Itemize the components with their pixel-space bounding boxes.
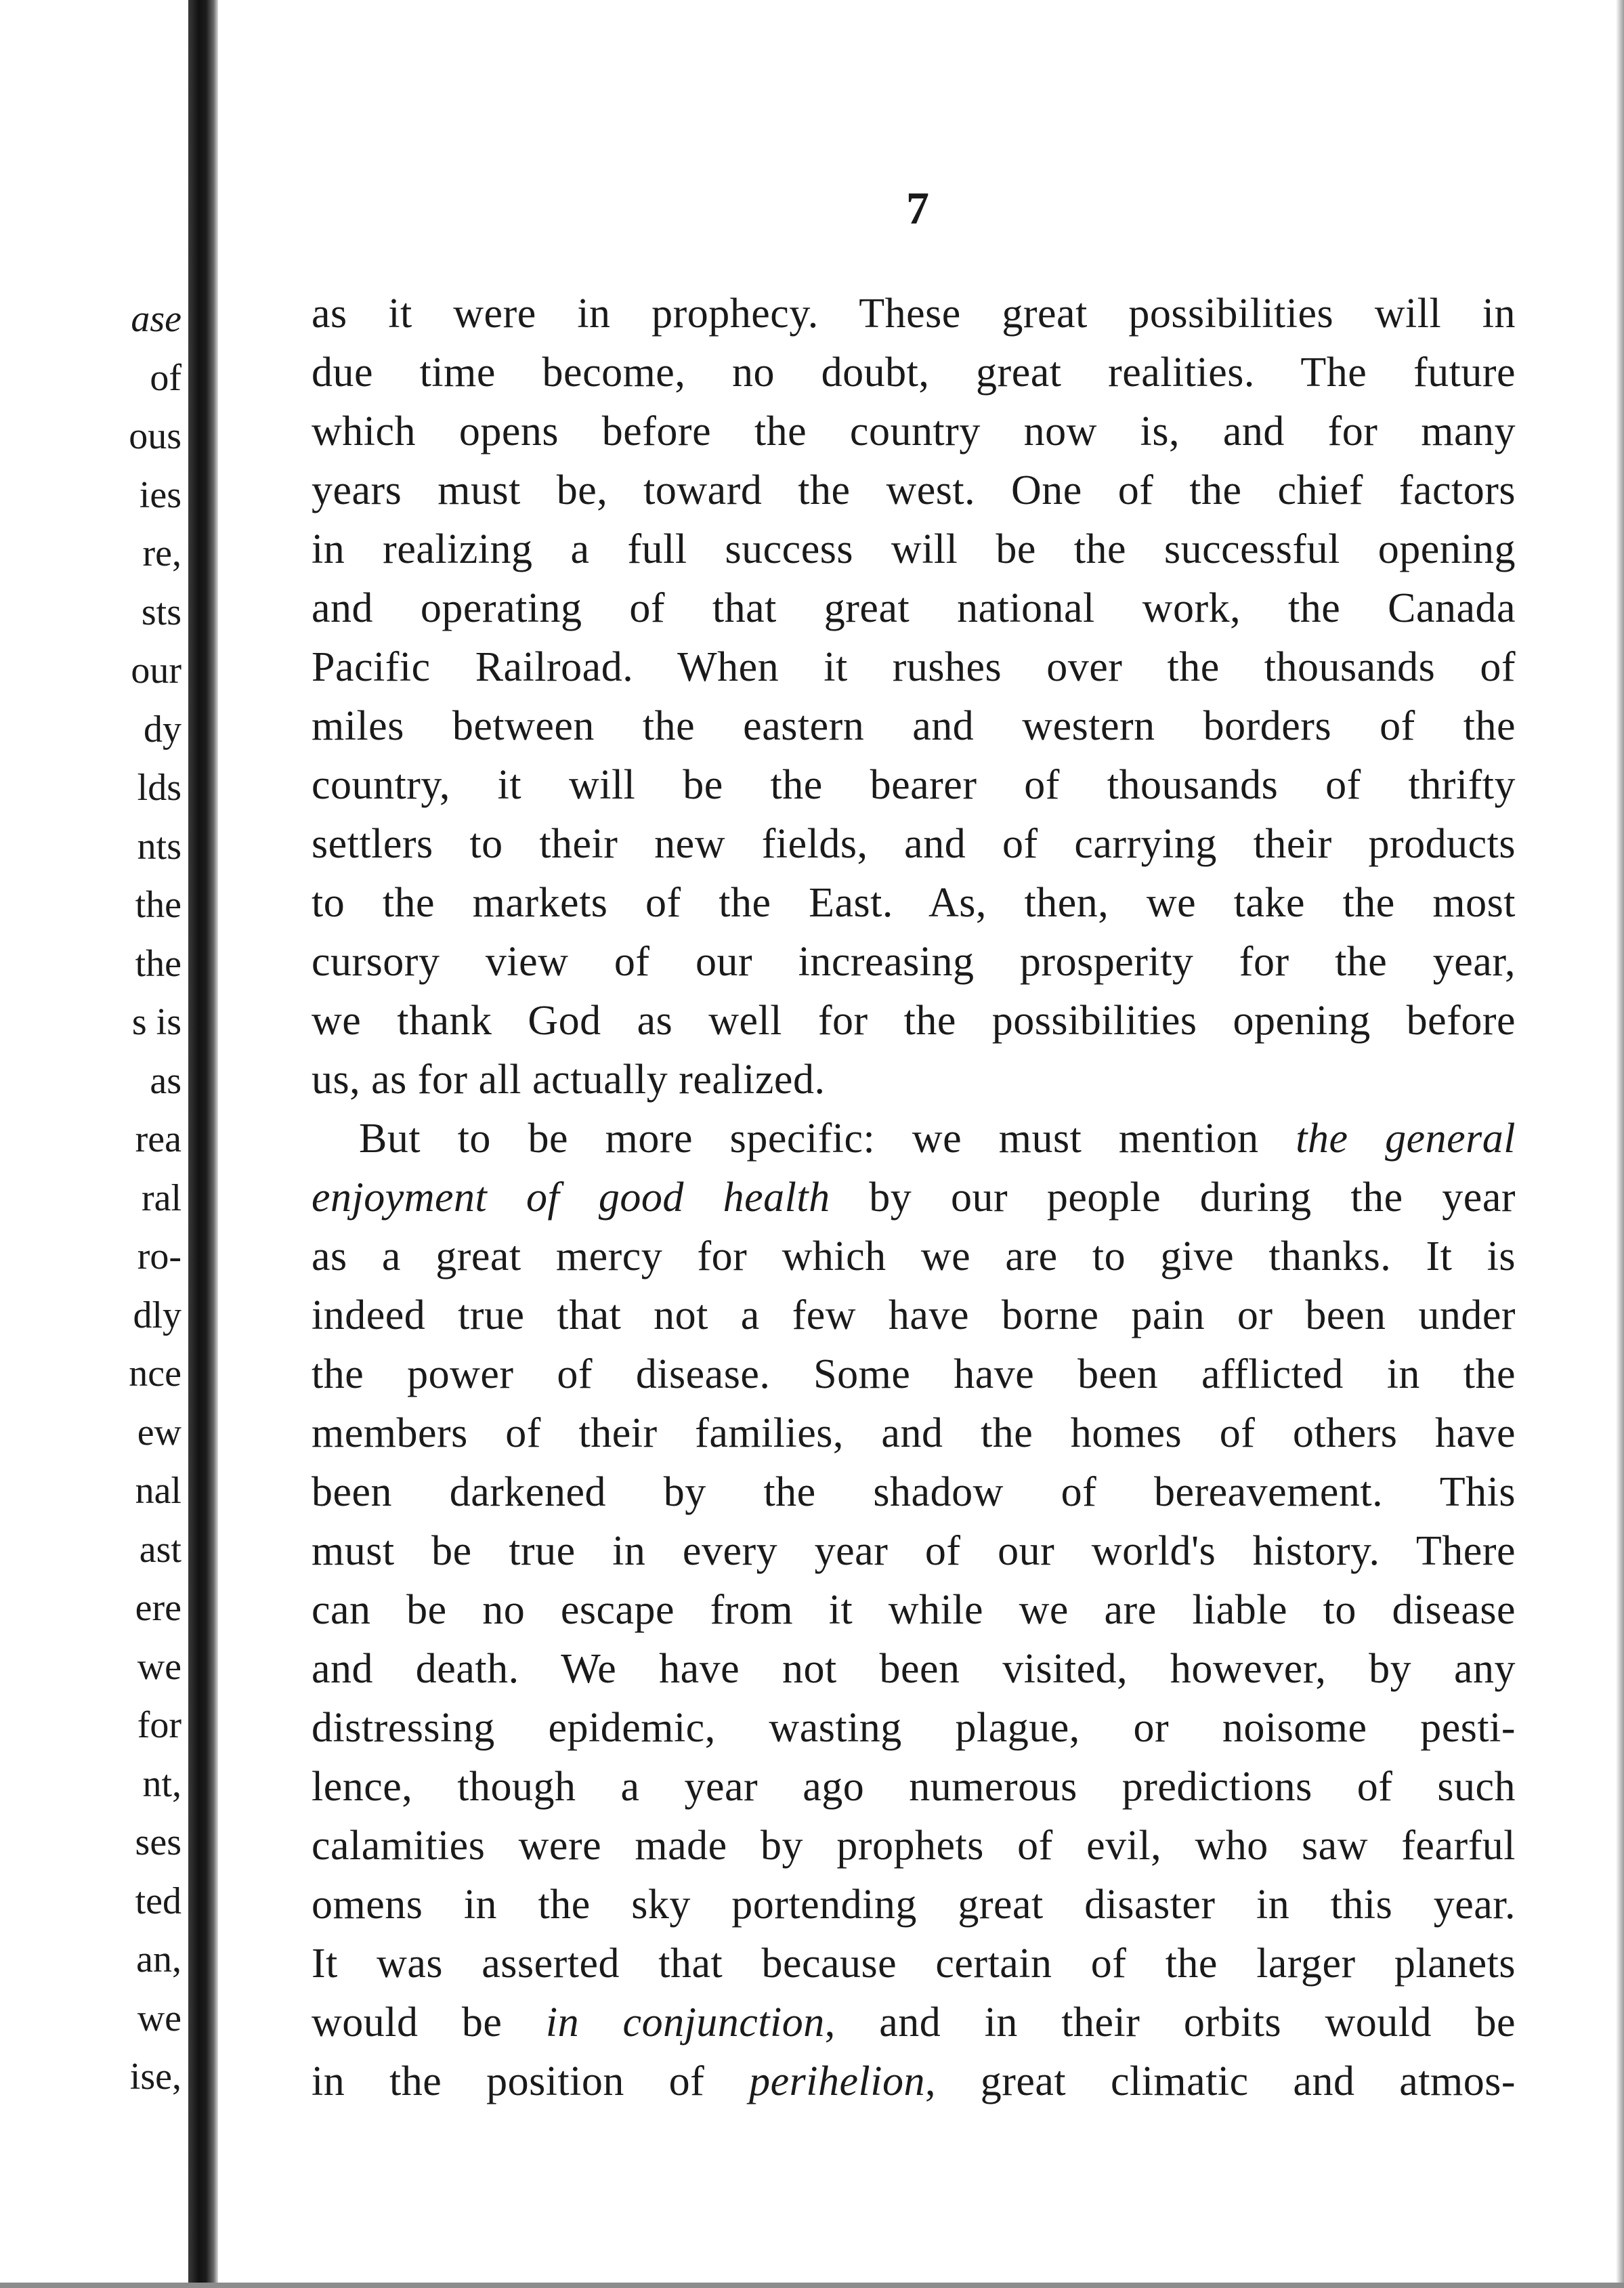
left-fragment: our bbox=[131, 650, 181, 692]
text-line: country, it will be the bearer of thousands of thrifty bbox=[312, 762, 1516, 808]
text-line: lence, though a year ago numerous predictions of such bbox=[312, 1764, 1516, 1810]
text-line: in realizing a full success will be the successful opening bbox=[312, 526, 1516, 572]
left-fragment: re, bbox=[142, 532, 181, 574]
text-line: It was asserted that because certain of the larger planets bbox=[312, 1941, 1516, 1987]
left-fragment: nt, bbox=[142, 1762, 181, 1805]
text-line: miles between the eastern and western borders of the bbox=[312, 703, 1516, 749]
left-fragment: rea bbox=[135, 1118, 181, 1160]
left-fragment: nce bbox=[129, 1353, 181, 1395]
left-fragment: as bbox=[150, 1059, 181, 1102]
left-fragment: ase bbox=[131, 298, 181, 340]
text-line: Pacific Railroad. When it rushes over the thousands of bbox=[312, 644, 1516, 690]
text-line: due time become, no doubt, great realities. The future bbox=[312, 349, 1516, 396]
left-fragment: ous bbox=[129, 415, 181, 457]
left-fragment: ew bbox=[137, 1411, 181, 1454]
book-gutter-shadow bbox=[188, 0, 218, 2288]
left-fragment: dy bbox=[144, 708, 181, 750]
italic-text-span: perihelion bbox=[749, 2058, 925, 2104]
text-line: and death. We have not been visited, however, by any bbox=[312, 1646, 1516, 1692]
text-span: would be bbox=[312, 1999, 546, 2046]
left-fragment: sts bbox=[141, 591, 181, 633]
text-line: the power of disease. Some have been afflicted in the bbox=[312, 1351, 1516, 1397]
page-body-text bbox=[312, 284, 1516, 2111]
page-edge-shadow bbox=[1616, 0, 1624, 2288]
text-line: years must be, toward the west. One of the chief factors bbox=[312, 467, 1516, 513]
text-line: cursory view of our increasing prosperity for the year, bbox=[312, 939, 1516, 985]
left-fragment: of bbox=[150, 356, 181, 399]
left-fragment: ted bbox=[135, 1880, 181, 1922]
text-line: as a great mercy for which we are to give thanks. It is bbox=[312, 1233, 1516, 1279]
left-fragment: ro- bbox=[137, 1235, 181, 1277]
text-line: must be true in every year of our world's history. There bbox=[312, 1528, 1516, 1574]
text-line bbox=[312, 1109, 1516, 1168]
text-line: can be no escape from it while we are liable to disease bbox=[312, 1587, 1516, 1633]
text-span: But to be more specific: we must mention bbox=[359, 1116, 1296, 1162]
italic-text-span: in conjunction bbox=[545, 1999, 825, 2046]
text-line bbox=[312, 1993, 1516, 2052]
text-line bbox=[312, 2052, 1516, 2111]
text-line: been darkened by the shadow of bereavement. This bbox=[312, 1469, 1516, 1515]
text-line: indeed true that not a few have borne pain or been under bbox=[312, 1292, 1516, 1338]
text-span: by our people during the year bbox=[830, 1174, 1516, 1221]
left-fragment: ast bbox=[139, 1528, 181, 1571]
left-fragment: nts bbox=[137, 825, 181, 868]
left-fragment: the bbox=[135, 942, 181, 985]
text-line: calamities were made by prophets of evil, who saw fearful bbox=[312, 1823, 1516, 1869]
left-fragment: ere bbox=[135, 1587, 181, 1629]
text-line: to the markets of the East. As, then, we take the most bbox=[312, 880, 1516, 926]
page-number: 7 bbox=[906, 182, 929, 234]
text-line: us, as for all actually realized. bbox=[312, 1057, 826, 1103]
left-fragment: the bbox=[135, 884, 181, 926]
left-fragment: we bbox=[137, 1645, 181, 1688]
italic-text-span: the general bbox=[1296, 1116, 1516, 1162]
text-span: in the position of bbox=[312, 2058, 750, 2104]
text-line: which opens before the country now is, and for many bbox=[312, 408, 1516, 454]
text-line: omens in the sky portending great disaster in this year. bbox=[312, 1882, 1516, 1928]
text-line: we thank God as well for the possibilities opening before bbox=[312, 998, 1516, 1044]
left-fragment: ise, bbox=[129, 2056, 181, 2098]
page-bottom-edge bbox=[0, 2283, 1624, 2288]
left-fragment: s is bbox=[131, 1001, 181, 1043]
left-page-text-fragments bbox=[5, 290, 181, 2106]
text-span: , and in their orbits would be bbox=[824, 1999, 1516, 2046]
left-fragment: we bbox=[137, 1997, 181, 2039]
text-line: as it were in prophecy. These great possibilities will in bbox=[312, 291, 1516, 337]
left-fragment: ies bbox=[139, 473, 181, 516]
left-fragment: nal bbox=[135, 1470, 181, 1512]
left-facing-page bbox=[0, 0, 188, 2288]
text-line: members of their families, and the homes of others have bbox=[312, 1410, 1516, 1456]
left-fragment: ses bbox=[135, 1821, 181, 1863]
left-fragment: dly bbox=[133, 1294, 181, 1336]
text-line bbox=[312, 1168, 1516, 1227]
italic-text-span: enjoyment of good health bbox=[312, 1174, 830, 1221]
text-span: , great climatic and atmos- bbox=[924, 2058, 1516, 2104]
left-fragment: an, bbox=[136, 1939, 181, 1980]
text-line: and operating of that great national work, the Canada bbox=[312, 585, 1516, 631]
text-line: distressing epidemic, wasting plague, or noisome pesti- bbox=[312, 1705, 1516, 1751]
left-fragment: lds bbox=[137, 767, 181, 809]
left-fragment: ral bbox=[141, 1177, 181, 1219]
left-fragment: for bbox=[137, 1704, 181, 1746]
text-line: settlers to their new fields, and of carrying their products bbox=[312, 821, 1516, 867]
